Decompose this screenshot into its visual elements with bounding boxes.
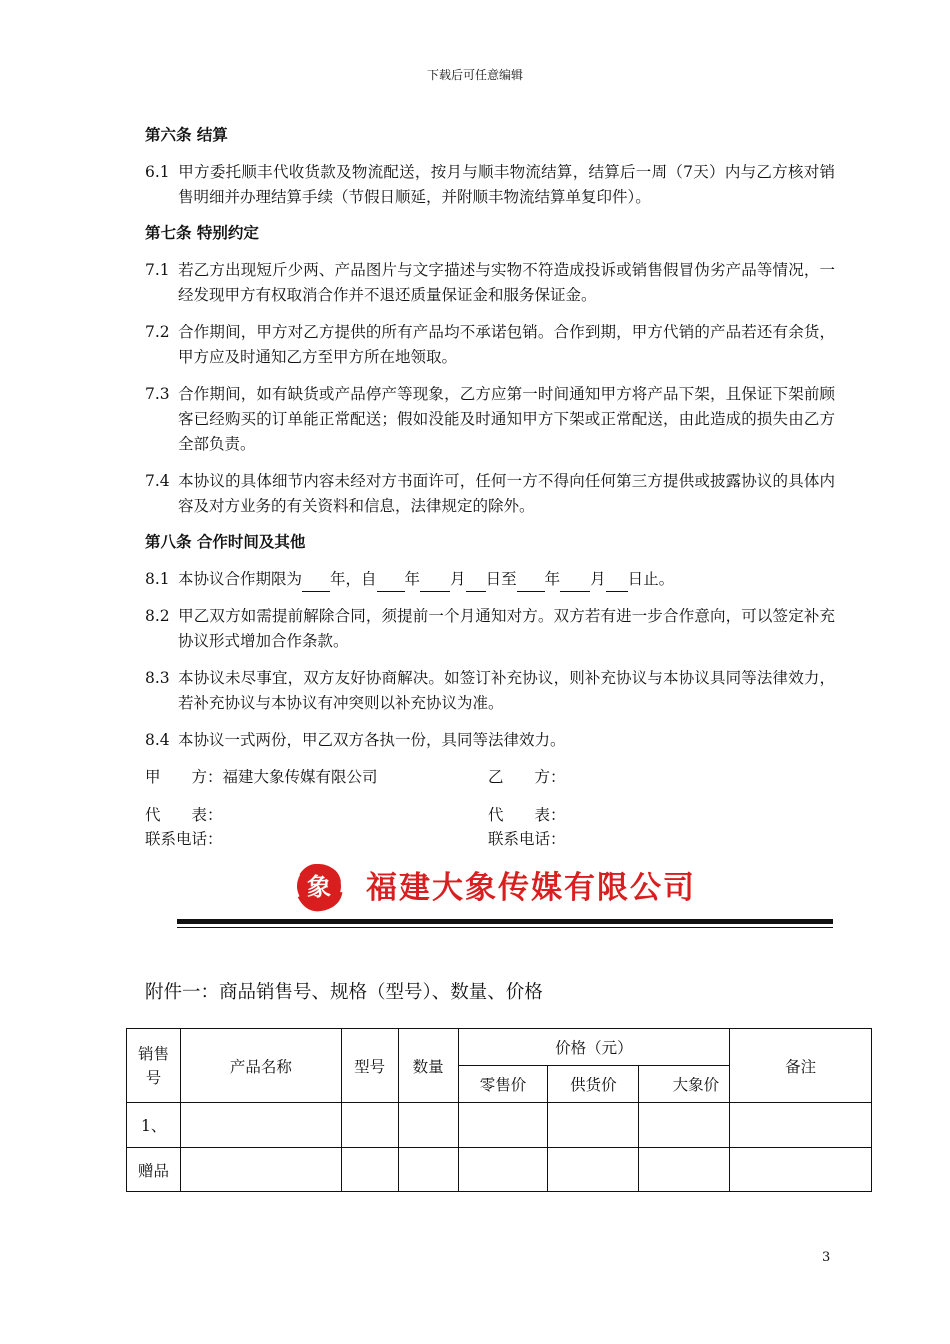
clause (145, 382, 835, 457)
cell-empty[interactable] (639, 1103, 730, 1148)
term-text: 日至 (485, 570, 517, 588)
clause-text: 本协议未尽事宜，双方友好协商解决。如签订补充协议，则补充协议与本协议具同等法律效力，若补充协议与本协议有冲突则以补充协议为准。 (178, 669, 835, 712)
party-a (145, 765, 378, 789)
cell-empty[interactable] (398, 1148, 458, 1192)
header-product-name: 产品名称 (180, 1029, 341, 1103)
clause (145, 258, 835, 308)
blank-end-month[interactable] (560, 573, 590, 592)
logo-company-name: 福建大象传媒有限公司 (366, 870, 696, 906)
header-price: 价格（元） (458, 1029, 730, 1066)
term-text: 本协议合作期限为 (178, 570, 303, 588)
table-row (127, 1148, 872, 1192)
header-retail-price: 零售价 (458, 1066, 548, 1103)
clause (145, 160, 835, 210)
clause (145, 604, 835, 654)
company-logo (288, 856, 728, 916)
cell-empty[interactable] (548, 1103, 639, 1148)
clause-term (145, 567, 835, 592)
signature-row-phone (145, 827, 835, 851)
cell-empty[interactable] (341, 1103, 398, 1148)
header-supply-price: 供货价 (548, 1066, 639, 1103)
header-daxiang-price: 大象价 (639, 1066, 730, 1103)
section-heading: 第七条 特别约定 (145, 224, 259, 242)
header-quantity: 数量 (398, 1029, 458, 1103)
clause-number: 6.1 (145, 163, 170, 181)
divider-thin (177, 927, 833, 928)
clause-number: 7.1 (145, 261, 170, 279)
clause-number: 7.2 (145, 323, 170, 341)
seal-logo-icon (288, 856, 350, 916)
clause-text: 合作期间，如有缺货或产品停产等现象，乙方应第一时间通知甲方将产品下架，且保证下架前顾客已经购买的订单能正常配送；假如没能及时通知甲方下架或正常配送，由此造成的损失由乙方全部负责。 (178, 385, 835, 453)
party-a-phone-label: 联系电话： (145, 830, 223, 848)
cell-empty[interactable] (398, 1103, 458, 1148)
clause-number: 8.2 (145, 607, 170, 625)
row-sales-no: 赠品 (127, 1148, 181, 1192)
signature-row-rep (145, 803, 835, 827)
term-text: 月 (590, 570, 606, 588)
party-a-label: 甲 方： (145, 768, 223, 786)
row-sales-no: 1、 (127, 1103, 181, 1148)
party-a-name: 福建大象传媒有限公司 (222, 768, 378, 786)
term-text: 月 (450, 570, 466, 588)
table-header-row (127, 1029, 872, 1066)
attachment-title: 附件一：商品销售号、规格（型号）、数量、价格 (145, 982, 543, 1003)
clause (145, 728, 835, 753)
header-sales-no: 销售 号 (127, 1029, 181, 1103)
party-a-rep-label: 代 表： (145, 806, 223, 824)
cell-empty[interactable] (180, 1148, 341, 1192)
table-row (127, 1103, 872, 1148)
product-table (126, 1028, 872, 1192)
blank-end-day[interactable] (606, 573, 628, 592)
section-heading: 第八条 合作时间及其他 (145, 533, 306, 551)
term-text: 年 (544, 570, 561, 588)
blank-end-year[interactable] (517, 573, 545, 592)
clause-number: 8.3 (145, 669, 170, 687)
page-header: 下载后可任意编辑 (426, 68, 523, 82)
clause-number: 7.3 (145, 385, 170, 403)
clause-number: 8.4 (145, 731, 170, 749)
clause-text: 合作期间，甲方对乙方提供的所有产品均不承诺包销。合作到期，甲方代销的产品若还有余货，甲方应及时通知乙方至甲方所在地领取。 (178, 323, 835, 366)
party-b-label: 乙 方： (488, 768, 566, 786)
blank-start-month[interactable] (420, 573, 450, 592)
cell-empty[interactable] (458, 1148, 548, 1192)
cell-empty[interactable] (730, 1103, 872, 1148)
contract-body (145, 124, 835, 851)
header-note: 备注 (730, 1029, 872, 1103)
clause-number: 7.4 (145, 472, 170, 490)
clause-text: 甲方委托顺丰代收货款及物流配送，按月与顺丰物流结算，结算后一周（7天）内与乙方核对销售明细并办理结算手续（节假日顺延，并附顺丰物流结算单复印件）。 (178, 163, 835, 206)
term-text: 年 (404, 570, 421, 588)
cell-empty[interactable] (548, 1148, 639, 1192)
clause (145, 469, 835, 519)
clause (145, 320, 835, 370)
cell-empty[interactable] (639, 1148, 730, 1192)
term-text: 年，自 (330, 570, 377, 588)
blank-start-day[interactable] (466, 573, 486, 592)
clause-text: 甲乙双方如需提前解除合同，须提前一个月通知对方。双方若有进一步合作意向，可以签定补充协议形式增加合作条款。 (178, 607, 835, 650)
clause-text: 若乙方出现短斤少两、产品图片与文字描述与实物不符造成投诉或销售假冒伪劣产品等情况，一经发现甲方有权取消合作并不退还质量保证金和服务保证金。 (178, 261, 835, 304)
cell-empty[interactable] (458, 1103, 548, 1148)
blank-start-year[interactable] (377, 573, 405, 592)
party-b-phone-label: 联系电话： (488, 830, 566, 848)
clause-text: 本协议一式两份，甲乙双方各执一份，具同等法律效力。 (178, 731, 566, 749)
signature-row-party (145, 765, 835, 789)
cell-empty[interactable] (341, 1148, 398, 1192)
divider-thick (177, 919, 833, 924)
clause-number: 8.1 (145, 570, 170, 588)
term-text: 日止。 (627, 570, 675, 588)
clause (145, 666, 835, 716)
section-heading: 第六条 结算 (145, 126, 228, 144)
header-model: 型号 (341, 1029, 398, 1103)
blank-years[interactable] (302, 573, 330, 592)
cell-empty[interactable] (180, 1103, 341, 1148)
cell-empty[interactable] (730, 1148, 872, 1192)
seal-char: 象 (307, 872, 331, 901)
page-number: 3 (822, 1250, 831, 1265)
clause-text: 本协议的具体细节内容未经对方书面许可，任何一方不得向任何第三方提供或披露协议的具体内容及对方业务的有关资料和信息，法律规定的除外。 (178, 472, 835, 515)
party-b-rep-label: 代 表： (488, 806, 566, 824)
